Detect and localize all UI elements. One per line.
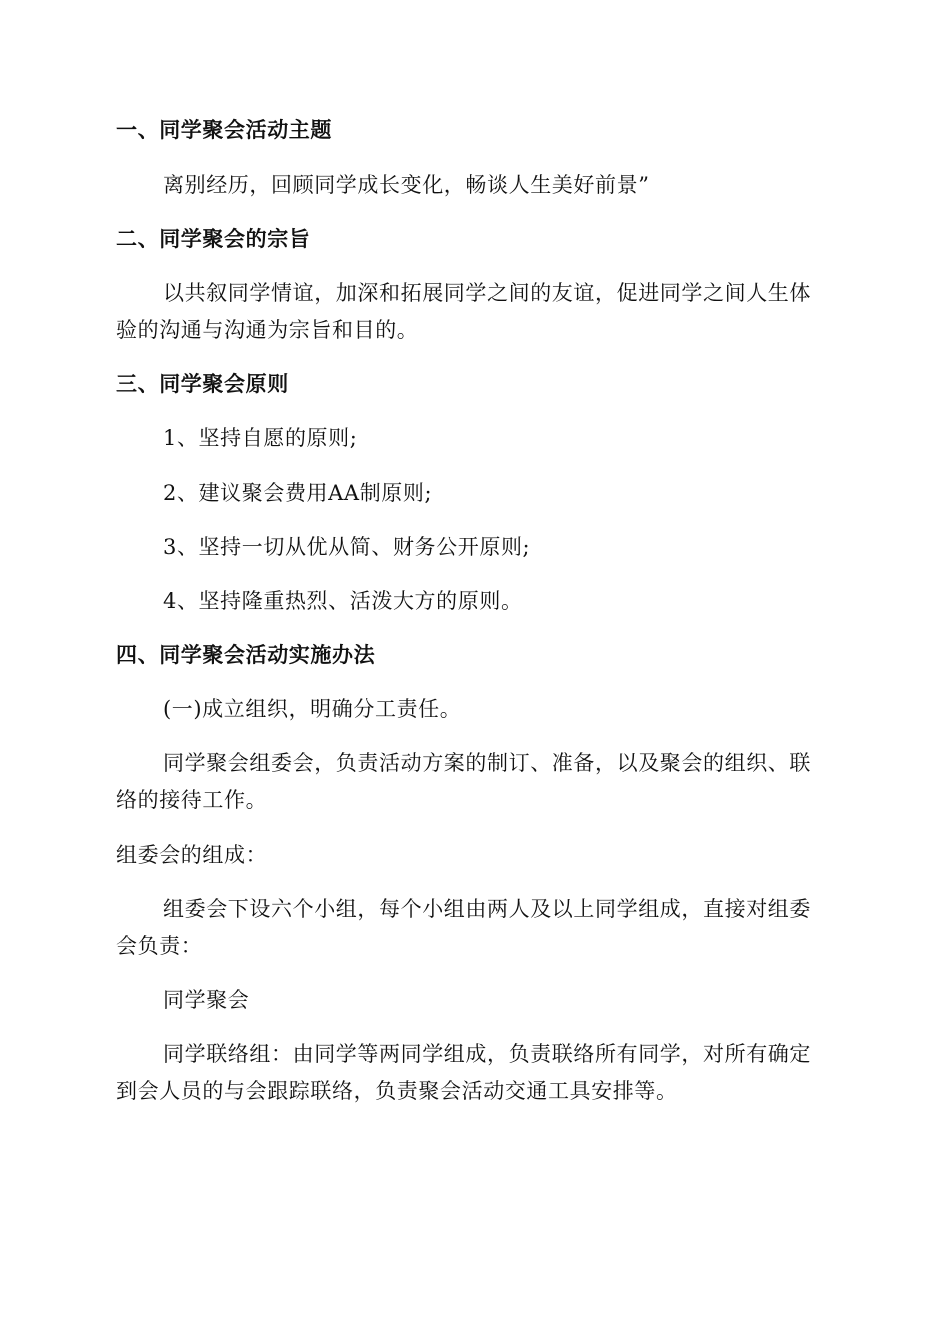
section-1-heading: 一、同学聚会活动主题 [116,117,332,142]
section-4-heading: 四、同学聚会活动实施办法 [116,642,376,667]
groups-paragraph-line-1: 组委会下设六个小组，每个小组由两人及以上同学组成，直接对组委 [163,897,811,921]
section-2-text-line-2: 验的沟通与沟通为宗旨和目的。 [116,318,419,342]
reunion-label: 同学聚会 [163,988,250,1012]
liaison-group-line-2: 到会人员的与会跟踪联络，负责聚会活动交通工具安排等。 [116,1079,678,1103]
section-1-text: 离别经历，回顾同学成长变化，畅谈人生美好前景” [163,173,650,197]
section-3-heading: 三、同学聚会原则 [116,371,289,396]
committee-paragraph-line-2: 络的接待工作。 [116,788,268,812]
principle-item-2: 2、建议聚会费用AA制原则; [163,481,433,505]
principle-item-1: 1、坚持自愿的原则; [163,426,358,450]
liaison-group-line-1: 同学联络组：由同学等两同学组成，负责联络所有同学，对所有确定 [163,1042,811,1066]
groups-paragraph-line-2: 会负责： [116,934,203,958]
section-2-heading: 二、同学聚会的宗旨 [116,226,311,251]
committee-paragraph-line-1: 同学聚会组委会，负责活动方案的制订、准备，以及聚会的组织、联 [163,751,811,775]
principle-item-4: 4、坚持隆重热烈、活泼大方的原则。 [163,589,523,613]
committee-composition-label: 组委会的组成： [116,843,268,867]
section-2-text-line-1: 以共叙同学情谊，加深和拓展同学之间的友谊，促进同学之间人生体 [163,281,811,305]
section-4-subheading-1: (一)成立组织，明确分工责任。 [163,697,462,721]
principle-item-3: 3、坚持一切从优从简、财务公开原则; [163,535,531,559]
